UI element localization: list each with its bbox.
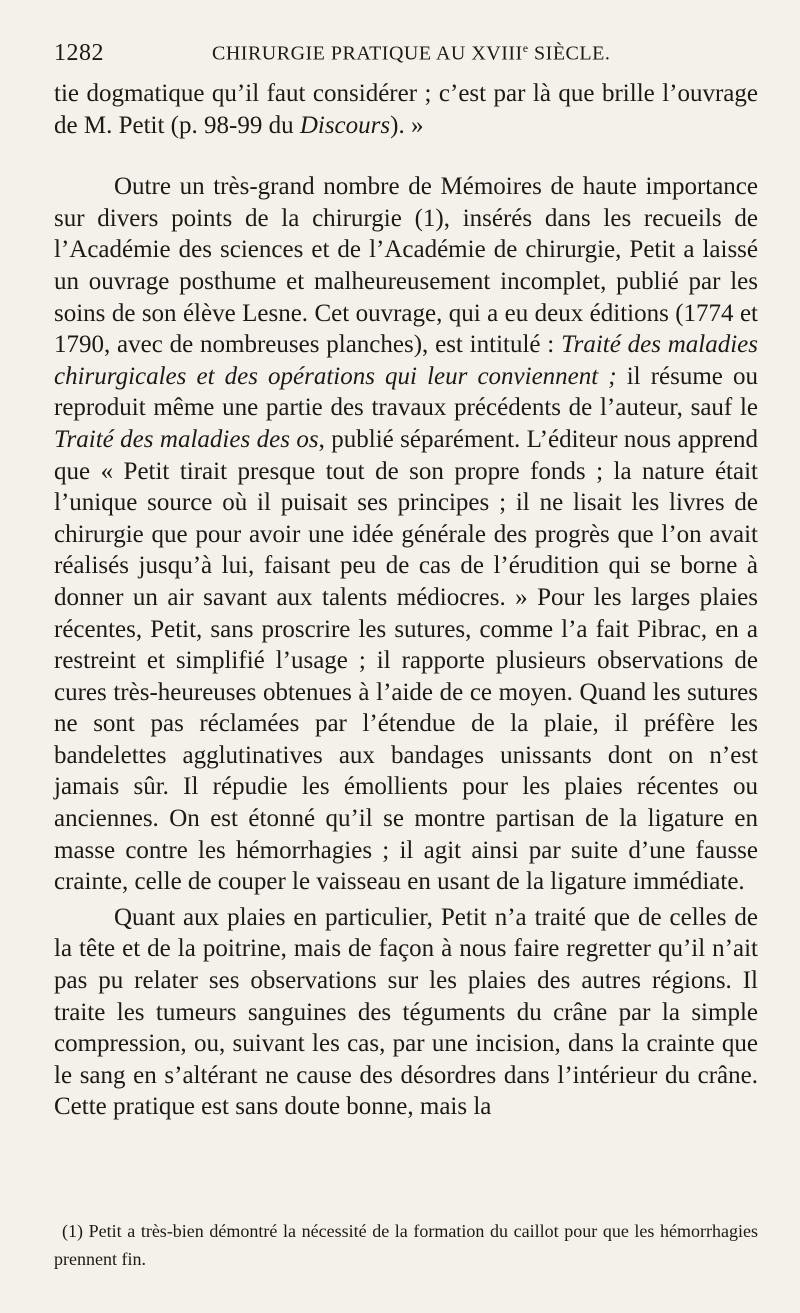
paragraph-1 [54, 78, 758, 141]
paragraph-segment-italic: Traité des maladies chirurgicales et des opérations qui leur conviennent ; [54, 331, 759, 390]
footnote-1: (1) Petit a très-bien démontré la nécessité de la formation du caillot pour que les hémorrhagies prennent fin. [54, 1221, 758, 1269]
page-number: 1282 [54, 40, 104, 66]
paragraph-segment: ). » [390, 111, 424, 139]
running-title-superscript: e [522, 41, 529, 56]
running-head [54, 40, 752, 67]
footnotes [54, 1217, 758, 1273]
paragraph-segment-italic: Traité des maladies des os [54, 425, 319, 453]
body-text [54, 78, 758, 1123]
running-title [204, 41, 752, 66]
paragraph-segment-italic: Discours [299, 111, 391, 139]
paragraph-2 [54, 171, 758, 898]
paragraph-segment: tie dogmatique qu’il faut considérer ; c’est par là que brille l’ouvrage de M. Petit (p. 98-99 du [54, 80, 758, 139]
running-title-suffix: SIÈCLE. [528, 43, 611, 65]
paragraph-segment: Outre un très-grand nombre de Mémoires de haute importance sur divers points de la chirurgie (1), insérés dans les recueils de l’Académie des sciences et de l’Académie de chirurgie, Petit a laissé un ouvrage posthume et malheureusement incomplet, publié par les soins de son élève Lesne. Cet ouvrage, qui a eu deux éditions (1774 et 1790, avec de nombreuses planches), est intitulé : [54, 173, 758, 359]
paragraph-segment: il résume ou reproduit même une partie des travaux précédents de l’auteur, sauf le [54, 362, 758, 422]
paragraph-segment: Quant aux plaies en particulier, Petit n’a traité que de celles de la tête et de la poitrine, mais de façon à nous faire regretter qu’il n’ait pas pu relater ses observations sur les plaies des autres régions. Il traite les tumeurs sanguines des téguments du crâne par la simple compression, ou, suivant les cas, par une incision, dans la crainte que le sang en s’altérant ne cause des désordres dans l’intérieur du crâne. Cette pratique est sans doute bonne, mais la [54, 903, 758, 1121]
paragraph-3 [54, 902, 758, 1123]
paragraph-segment: , publié séparément. L’éditeur nous apprend que « Petit tirait presque tout de son propre fonds ; la nature était l’unique source où il puisait ses principes ; il ne lisait les livres de chirurgie que pour avoir une idée générale des progrès que l’on avait réalisés jusqu’à lui, faisant peu de cas de l’érudition qui se borne à donner un air savant aux talents médiocres. » Pour les larges plaies récentes, Petit, sans proscrire les sutures, comme l’a fait Pibrac, en a restreint et simplifié l’usage ; il rapporte plusieurs observations de cures très-heureuses obtenues à l’aide de ce moyen. Quand les sutures ne sont pas réclamées par l’étendue de la plaie, il préfère les bandelettes agglutinatives aux bandages unissants dont on n’est jamais sûr. Il répudie les émollients pour les plaies récentes ou anciennes. On est étonné qu’il se montre partisan de la ligature en masse contre les hémorrhagies ; il agit ainsi par suite d’une fausse crainte, celle de couper le vaisseau en usant de la ligature immédiate. [54, 425, 758, 896]
running-title-main: CHIRURGIE PRATIQUE AU XVIII [212, 43, 523, 65]
